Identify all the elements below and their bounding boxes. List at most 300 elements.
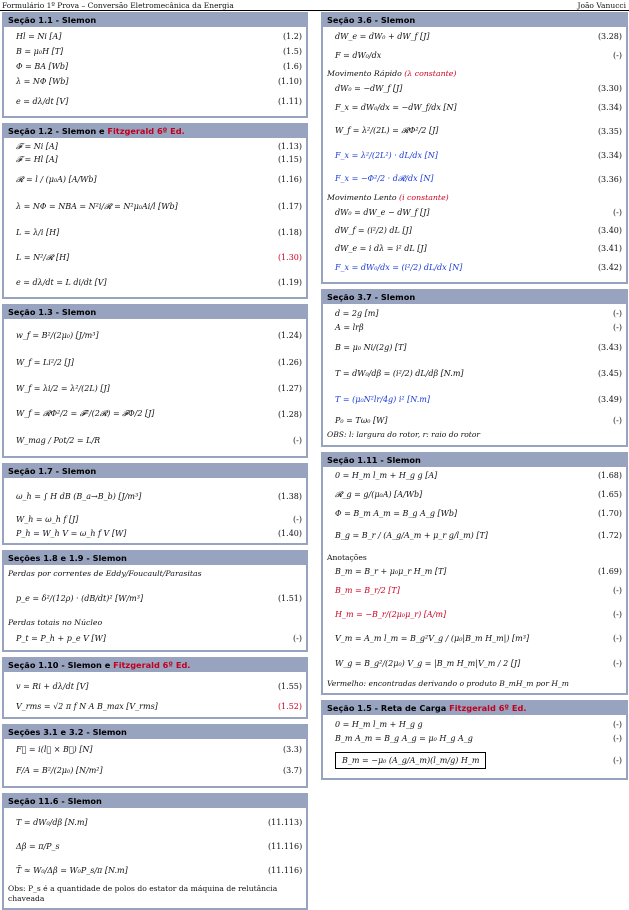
equation-row	[327, 651, 622, 677]
equation-text: 𝓡 = l / (μ₀A) [A/Wb]	[16, 174, 97, 184]
equation-text: W_f = λ²/(2L) = 𝓡Φ²/2 [J]	[335, 126, 439, 135]
equation-number: (1.52)	[277, 701, 302, 711]
equation	[327, 103, 588, 112]
equation	[327, 734, 588, 743]
header-author: João Vanucci	[577, 1, 626, 10]
equation	[327, 84, 588, 93]
equation-row	[327, 29, 622, 43]
equation-row	[327, 565, 622, 579]
equation-row	[8, 193, 302, 220]
equation-text: W_f = 𝓡Φ²/2 = 𝓕²/(2𝓡) = 𝓕Φ/2 [J]	[16, 409, 155, 418]
section-title	[4, 465, 306, 478]
equation-number: (1.30)	[277, 253, 302, 262]
equation-text: V_m = A_m l_m = B_g²V_g / (μ₀|B_m H_m|) [m³]	[335, 634, 530, 643]
equation-number: (-)	[613, 415, 622, 425]
equation-text: ω_h = ∫ H dB (B_a→B_b) [J/m³]	[16, 491, 142, 501]
equation-number: (-)	[613, 733, 622, 743]
equation	[327, 610, 588, 619]
equation-number: (3.34)	[597, 102, 622, 112]
equation	[8, 702, 268, 711]
equation-number: (3.3)	[283, 744, 302, 754]
equation	[327, 659, 588, 668]
equation	[8, 47, 268, 56]
equation	[8, 175, 268, 185]
section-title-text: Seções 3.1 e 3.2 - Slemon	[8, 727, 127, 737]
equation	[327, 343, 588, 352]
equation-number: (1.19)	[277, 277, 302, 287]
section-box	[2, 12, 308, 118]
equation-text: e = dλ/dt = L di/dt [V]	[16, 277, 107, 287]
equation	[8, 155, 268, 165]
equation-row	[8, 834, 302, 858]
equation-text: dW_e = i dλ = i² dL [J]	[335, 243, 427, 253]
equation-number: (11.116)	[268, 841, 302, 851]
equation-text: F_x = λ²/(2L²) · dL/dx [N]	[335, 150, 438, 160]
equation-text: B_m A_m = B_g A_g = μ₀ H_g A_g	[335, 733, 473, 743]
section-title-ref: Fitzgerald 6º Ed.	[449, 703, 527, 713]
equation	[8, 529, 268, 538]
equation-number: (1.68)	[597, 471, 622, 480]
equation	[327, 752, 588, 769]
equation-row	[8, 89, 302, 113]
equation-row	[8, 741, 302, 757]
equation-number: (-)	[613, 719, 622, 729]
equation	[327, 323, 588, 332]
equation-text: dW_e = dW₀ + dW_f [J]	[335, 31, 430, 41]
equation-row	[327, 360, 622, 386]
equation-text: T = dW₀/dβ = (i²/2) dL/dβ [N.m]	[335, 368, 464, 378]
equation-number: (1.5)	[283, 47, 302, 56]
equation-row	[8, 74, 302, 89]
equation	[327, 509, 588, 518]
section-box	[2, 657, 308, 719]
equation	[327, 720, 588, 729]
equation-row	[327, 483, 622, 507]
equation-text: d = 2g [m]	[335, 308, 379, 318]
equation-number: (1.17)	[277, 202, 302, 211]
equation-row	[327, 306, 622, 320]
equation	[8, 331, 268, 340]
section-title	[4, 14, 306, 27]
section-title	[323, 702, 626, 715]
equation	[327, 586, 588, 595]
section-box	[321, 289, 628, 447]
note-text: Vermelho: encontradas derivando o produto B_mH_m por H_m	[327, 678, 569, 688]
section-title	[323, 454, 626, 467]
equation-text: B_m = B_r + μ₀μ_r H_m [T]	[335, 567, 447, 576]
equation-row	[8, 59, 302, 74]
equation-text: 𝓡_g = g/(μ₀A) [A/Wb]	[335, 489, 423, 499]
equation-number: (-)	[613, 207, 622, 217]
section-body	[4, 808, 306, 908]
equation-number: (1.2)	[283, 32, 302, 41]
equation-number: (1.18)	[277, 228, 302, 237]
equation	[327, 263, 588, 272]
equation-number: (1.28)	[277, 409, 302, 419]
equation	[8, 682, 268, 691]
equation-number: (1.70)	[597, 509, 622, 518]
equation-row	[8, 757, 302, 783]
section-title-text: Seção 1.1 - Slemon	[8, 15, 97, 25]
equation-row	[327, 386, 622, 412]
note-text: Obs: P_s é a quantidade de polos do estator da máquina de relutância chaveada	[8, 884, 278, 903]
equation-text: v = Ri + dλ/dt [V]	[16, 681, 89, 691]
equation-row	[8, 401, 302, 427]
equation-row	[8, 512, 302, 526]
equation-number: (3.34)	[597, 150, 622, 160]
left-column	[2, 12, 308, 910]
equation-row	[327, 717, 622, 731]
equation-row	[327, 469, 622, 483]
equation-text: Δβ = π/P_s	[16, 841, 60, 851]
equation-row	[327, 241, 622, 255]
equation-number: (3.43)	[597, 342, 622, 352]
equation	[327, 174, 588, 184]
equation-row	[327, 579, 622, 603]
section-title	[4, 795, 306, 808]
equation-text: F_x = −Φ²/2 · d𝓡/dx [N]	[335, 174, 434, 183]
equation-number: (3.41)	[597, 243, 622, 253]
section-title-ref: Fitzgerald 6º Ed.	[107, 126, 185, 136]
section-body	[323, 304, 626, 445]
equation	[8, 766, 268, 775]
equation	[8, 492, 268, 501]
section-box	[2, 793, 308, 910]
subheading-text: Movimento Rápido	[327, 69, 405, 78]
equation	[327, 395, 588, 404]
equation	[8, 142, 268, 152]
equation	[327, 51, 588, 60]
equation	[327, 369, 588, 378]
section-box	[2, 550, 308, 652]
section-title	[4, 726, 306, 739]
equation-row	[327, 603, 622, 627]
equation-text: L = λ/i [H]	[16, 228, 60, 237]
equation-number: (3.36)	[597, 174, 622, 184]
equation-row	[8, 140, 302, 153]
equation-row	[327, 167, 622, 191]
equation-text: P_h = W_h V = ω_h f V [W]	[16, 528, 127, 538]
section-box	[321, 700, 628, 780]
equation-row	[8, 629, 302, 647]
section-body	[323, 27, 626, 282]
equation	[8, 818, 268, 827]
equation	[327, 567, 588, 576]
note-text: OBS: l: largura do rotor, r: raio do rotor	[327, 430, 481, 439]
equation-row	[8, 375, 302, 401]
note-text: Anotações	[327, 552, 367, 562]
section-title-text: Seção 1.5 - Reta de Carga	[327, 703, 450, 713]
equation-number: (-)	[293, 633, 302, 643]
equation-row	[8, 166, 302, 193]
equation	[327, 416, 588, 425]
equation-number: (-)	[613, 755, 622, 765]
section-body	[4, 138, 306, 297]
section-body	[4, 478, 306, 543]
equation-number: (11.113)	[268, 817, 302, 827]
equation	[8, 253, 268, 263]
equation-number: (3.45)	[597, 368, 622, 378]
equation-number: (11.116)	[268, 865, 302, 875]
equation	[8, 866, 268, 875]
equation-row	[327, 81, 622, 95]
equation-row	[8, 220, 302, 245]
section-box	[2, 463, 308, 545]
section-box	[2, 123, 308, 299]
equation-row	[327, 119, 622, 143]
equation-row	[327, 255, 622, 279]
section-box	[2, 304, 308, 458]
equation-row	[327, 521, 622, 551]
equation	[327, 226, 588, 235]
section-title-text: Seção 1.2 - Slemon e	[8, 126, 108, 136]
section-body	[4, 319, 306, 456]
equation	[8, 62, 268, 71]
subheading-condition: (i constante)	[399, 193, 449, 202]
equation-number: (-)	[613, 322, 622, 332]
equation-row	[8, 674, 302, 698]
equation-text: P₀ = Tω₀ [W]	[335, 415, 388, 425]
equation-number: (-)	[613, 610, 622, 619]
equation	[8, 842, 268, 851]
equation-number: (3.30)	[597, 83, 622, 93]
equation-number: (-)	[613, 659, 622, 668]
equation-row	[8, 321, 302, 349]
equation-text: 𝓕 = Ni [A]	[16, 141, 58, 151]
equation-row	[327, 745, 622, 775]
equation-number: (1.38)	[277, 491, 302, 501]
equation-number: (1.72)	[597, 531, 622, 540]
section-title	[323, 291, 626, 304]
equation-text: V_rms = √2 π f N A B_max [V_rms]	[16, 701, 158, 711]
subheading	[327, 67, 622, 81]
equation	[8, 409, 268, 419]
equation	[327, 471, 588, 480]
equation-number: (3.49)	[597, 394, 622, 404]
subheading-text: Perdas totais no Núcleo	[8, 618, 103, 627]
equation-text: dW_f = (i²/2) dL [J]	[335, 225, 412, 235]
equation-number: (-)	[293, 435, 302, 445]
equation-number: (1.26)	[277, 357, 302, 367]
equation-row	[327, 507, 622, 521]
section-box	[321, 12, 628, 284]
equation	[8, 358, 268, 367]
equation-row	[8, 810, 302, 834]
equation-text: 0 = H_m l_m + H_g g [A]	[335, 471, 438, 480]
equation	[327, 244, 588, 253]
section-box	[321, 452, 628, 696]
equation	[327, 208, 588, 217]
section-body	[323, 467, 626, 694]
equation	[8, 32, 268, 41]
equation-row	[8, 29, 302, 44]
equation-text: T̄ ≈ W₀/Δβ = W₀P_s/π [N.m]	[16, 865, 128, 875]
equation-number: (3.28)	[597, 31, 622, 41]
section-body	[4, 739, 306, 786]
equation-text: B = μ₀ Ni/(2g) [T]	[335, 342, 407, 352]
section-title-text: Seção 11.6 - Slemon	[8, 796, 102, 806]
equation-text: F_x = dW₀/dx = (i²/2) dL/dx [N]	[335, 262, 463, 272]
right-column	[321, 12, 628, 785]
equation-text: 0 = H_m l_m + H_g g	[335, 719, 423, 729]
equation-row	[8, 480, 302, 512]
section-title	[4, 659, 306, 672]
subheading	[8, 616, 302, 629]
equation-number: (-)	[613, 586, 622, 595]
equation-number: (-)	[613, 50, 622, 60]
equation-row	[8, 698, 302, 714]
section-title-text: Seção 1.11 - Slemon	[327, 454, 421, 465]
equation-number: (-)	[613, 308, 622, 318]
section-title	[4, 552, 306, 565]
equation-row	[327, 412, 622, 428]
equation	[8, 77, 268, 86]
equation-number: (3.35)	[597, 126, 622, 136]
equation	[327, 309, 588, 318]
equation	[8, 97, 268, 106]
equation-row	[8, 245, 302, 270]
equation-number: (1.27)	[277, 383, 302, 393]
equation-text: W_f = λi/2 = λ²/(2L) [J]	[16, 383, 110, 393]
equation-row	[8, 270, 302, 294]
equation-row	[327, 219, 622, 241]
section-body	[4, 27, 306, 116]
subheading-condition: (λ constante)	[404, 69, 457, 78]
equation-text: dW₀ = −dW_f [J]	[335, 83, 403, 93]
equation	[8, 436, 268, 445]
equation-number: (1.13)	[277, 142, 302, 151]
equation-text: B_m = B_r/2 [T]	[335, 586, 400, 595]
equation-row	[8, 349, 302, 375]
equation-text: W_f = Li²/2 [J]	[16, 357, 74, 367]
equation-row	[8, 44, 302, 59]
equation	[327, 32, 588, 41]
equation-text: W_g = B_g²/(2μ₀) V_g = |B_m H_m|V_m / 2 [J]	[335, 659, 521, 668]
equation-row	[327, 334, 622, 360]
equation-row	[327, 731, 622, 745]
equation-number: (1.11)	[277, 96, 302, 106]
equation	[327, 126, 588, 136]
equation-text: P_t = P_h + p_e V [W]	[16, 633, 106, 643]
section-title-text: Seção 1.3 - Slemon	[8, 307, 97, 317]
equation-text: T = (μ₀N²lr/4g) i² [N.m]	[335, 394, 430, 404]
section-title	[4, 125, 306, 138]
equation-number: (1.65)	[597, 490, 622, 499]
header-title: Formulário 1º Prova – Conversão Eletromecânica da Energia	[2, 1, 234, 10]
equation-number: (3.7)	[283, 765, 302, 775]
equation-text: λ = NΦ [Wb]	[16, 77, 69, 86]
equation-text: F⃗ = i(l⃗ × B⃗) [N]	[16, 744, 93, 754]
equation-text: B_g = B_r / (A_g/A_m + μ_r g/l_m) [T]	[335, 531, 488, 540]
equation-text: Φ = BA [Wb]	[16, 62, 69, 71]
equation-number: (1.6)	[283, 62, 302, 71]
equation-number: (3.42)	[597, 262, 622, 272]
equation-text: H_m = −B_r/(2μ₀μ_r) [A/m]	[335, 610, 447, 619]
subheading-text: Perdas por correntes de Eddy/Foucault/Parasitas	[8, 569, 202, 578]
equation-number: (-)	[613, 634, 622, 643]
equation-row	[327, 43, 622, 67]
section-title-text: Seções 1.8 e 1.9 - Slemon	[8, 553, 127, 563]
subheading-text: Movimento Lento	[327, 193, 400, 202]
equation-row	[327, 143, 622, 167]
equation-number: (3.40)	[597, 225, 622, 235]
section-title-text: Seção 1.7 - Slemon	[8, 466, 97, 476]
equation-text: F = dW₀/dx	[335, 50, 382, 60]
equation	[8, 515, 268, 524]
equation-row	[8, 427, 302, 453]
equation	[8, 745, 268, 754]
equation-row	[327, 627, 622, 651]
equation	[8, 278, 268, 287]
equation-text: A = lrβ	[335, 322, 364, 332]
equation-text: λ = NΦ = NBA = N²i/𝓡 = N²μ₀Ai/l [Wb]	[16, 201, 178, 211]
equation-number: (1.40)	[277, 528, 302, 538]
equation	[8, 228, 268, 237]
equation	[327, 531, 588, 540]
equation-number: (-)	[293, 514, 302, 524]
equation-row	[327, 205, 622, 219]
page-header	[0, 0, 629, 11]
equation-text: F_x = dW₀/dx = −dW_f/dx [N]	[335, 102, 457, 112]
equation	[327, 151, 588, 160]
section-title	[4, 306, 306, 319]
equation-row	[327, 320, 622, 334]
equation-text: Φ = B_m A_m = B_g A_g [Wb]	[335, 509, 458, 518]
equation	[327, 490, 588, 500]
equation-row	[8, 858, 302, 882]
equation	[8, 384, 268, 393]
equation	[327, 634, 588, 643]
subheading	[327, 191, 622, 205]
equation-text: W_mag / Pot/2 = L/R	[16, 435, 101, 445]
equation-text: 𝓕 = Hl [A]	[16, 154, 58, 164]
equation-number: (1.16)	[277, 175, 302, 184]
equation-row	[327, 95, 622, 119]
equation-row	[8, 580, 302, 616]
equation-text: dW₀ = dW_e − dW_f [J]	[335, 207, 430, 217]
section-body	[323, 715, 626, 778]
section-body	[4, 565, 306, 650]
equation-row	[8, 526, 302, 540]
section-body	[4, 672, 306, 717]
equation-text: Hl = Ni [A]	[16, 32, 62, 41]
equation	[8, 634, 268, 643]
section-title-text: Seção 1.10 - Slemon e	[8, 660, 114, 670]
section-box	[2, 724, 308, 788]
equation-text: B_m = −μ₀ (A_g/A_m)(l_m/g) H_m	[335, 752, 486, 769]
equation-number: (1.24)	[277, 330, 302, 340]
section-title	[323, 14, 626, 27]
equation-text: F/A = B²/(2μ₀) [N/m²]	[16, 765, 103, 775]
subheading	[8, 567, 302, 580]
equation-text: T = dW₀/dβ [N.m]	[16, 817, 88, 827]
section-title-text: Seção 3.7 - Slemon	[327, 292, 416, 302]
equation-number: (1.51)	[277, 593, 302, 603]
equation-text: L = N²/𝓡 [H]	[16, 252, 70, 262]
equation-text: p_e = δ²/(12ρ) · (dB/dt)² [W/m³]	[16, 593, 144, 603]
equation-text: W_h = ω_h f [J]	[16, 514, 79, 524]
equation	[8, 202, 268, 212]
equation-text: e = dλ/dt [V]	[16, 96, 69, 106]
equation-text: B = μ₀H [T]	[16, 47, 64, 56]
equation	[8, 594, 268, 603]
equation-number: (1.15)	[277, 155, 302, 164]
equation-text: w_f = B²/(2μ₀) [J/m³]	[16, 330, 99, 340]
equation-number: (1.69)	[597, 567, 622, 576]
section-title-text: Seção 3.6 - Slemon	[327, 15, 416, 25]
equation-number: (1.55)	[277, 681, 302, 691]
equation-number: (1.10)	[277, 77, 302, 86]
